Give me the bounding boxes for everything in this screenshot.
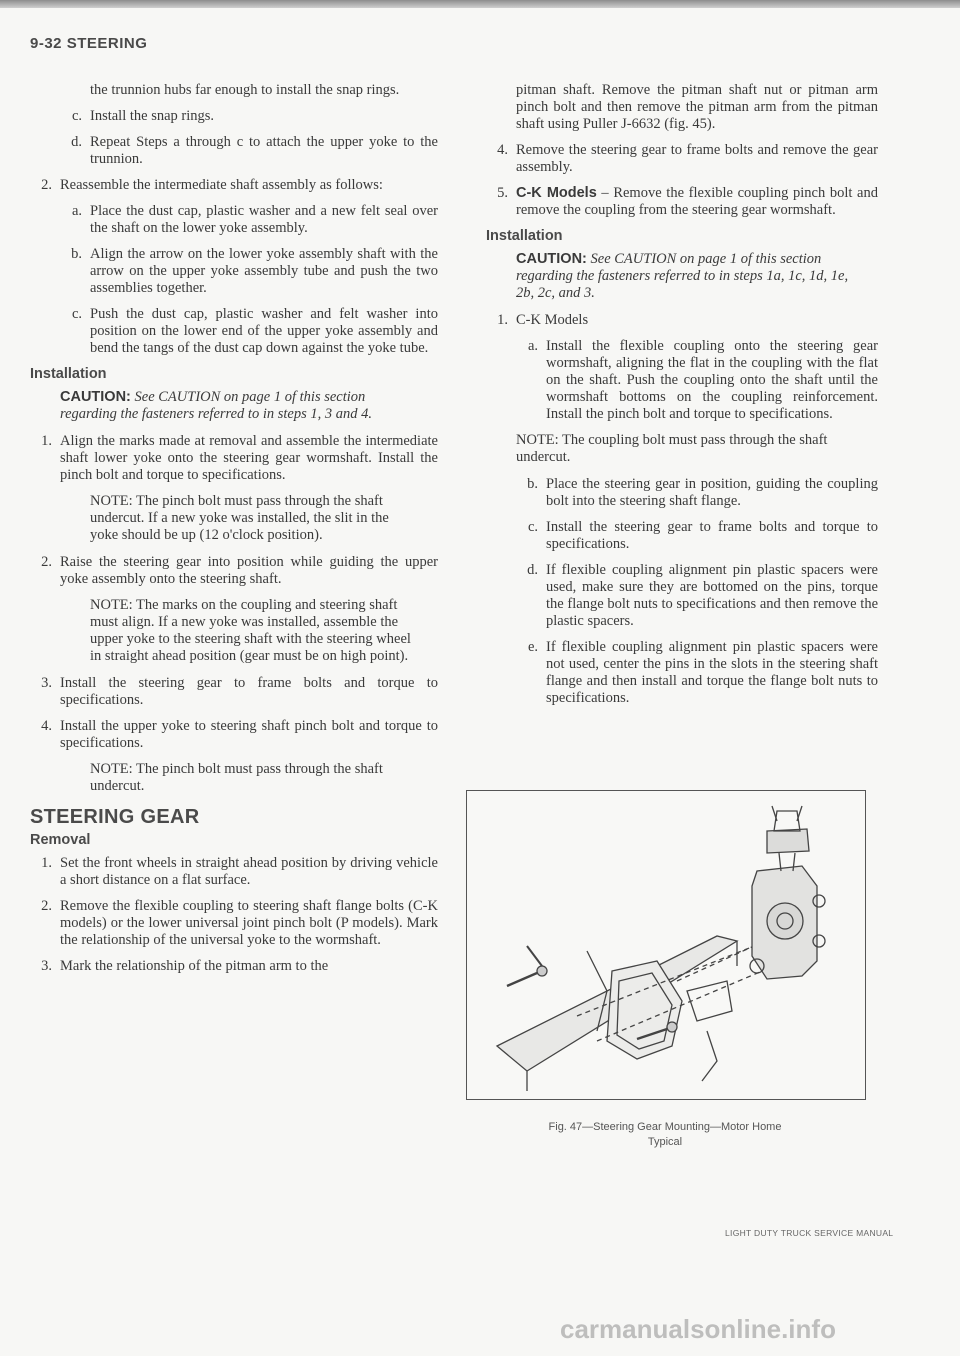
step-2a: a. Place the dust cap, plastic washer and a new felt seal over the shaft on the lower yoke assembly. — [71, 203, 438, 236]
watermark: carmanualsonline.info — [560, 1314, 836, 1344]
removal-heading: Removal — [30, 832, 91, 848]
right-column — [486, 82, 878, 716]
note: NOTE: The pinch bolt must pass through the shaft undercut. — [90, 761, 383, 794]
continued-text: pitman shaft. Remove the pitman shaft nut or pitman arm pinch bolt and then remove the pitman arm from the pitman shaft using Puller J-6632 (fig. 45). — [516, 82, 878, 132]
installation-heading: Installation — [486, 228, 563, 244]
note: NOTE: The marks on the coupling and steering shaft must align. If a new yoke was installed, assemble the upper yoke to the steering shaft with the steering wheel in straight ahead position (gear must be on high point). — [90, 597, 411, 664]
install-step-4: 4. Install the upper yoke to steering shaft pinch bolt and torque to specifications. — [41, 718, 438, 751]
figure-caption — [466, 1120, 864, 1150]
steering-gear-illustration — [466, 790, 866, 1100]
caption-line: Typical — [647, 1136, 683, 1148]
continued-text: the trunnion hubs far enough to install the snap rings. — [90, 82, 400, 98]
removal-step-5: 5. C-K Models – Remove the flexible coupling pinch bolt and remove the coupling from the steering gear wormshaft. — [497, 185, 878, 218]
install-step-1e: e. If flexible coupling alignment pin plastic spacers were not used, center the pins in the slots in the steering shaft flange and then install and torque the flange bolt nuts to specifications. — [527, 639, 878, 706]
step-2c: c. Push the dust cap, plastic washer and felt washer into position on the lower end of the upper yoke assembly and bend the tangs of the dust cap down against the yoke tube. — [71, 306, 438, 356]
removal-step-2: 2. Remove the flexible coupling to steering shaft flange bolts (C-K models) or the lower universal joint pinch bolt (P models). Mark the relationship of the universal yoke to the wormshaft. — [41, 898, 438, 948]
install-step-1: 1. Align the marks made at removal and assemble the intermediate shaft lower yoke onto the steering gear wormshaft. Install the pinch bolt and torque to specifications. — [41, 433, 438, 483]
removal-step-4: 4. Remove the steering gear to frame bolts and remove the gear assembly. — [497, 142, 878, 175]
install-step-1b: b. Place the steering gear in position, guiding the coupling bolt into the steering shaft flange. — [527, 476, 878, 509]
left-column — [30, 82, 438, 984]
installation-heading: Installation — [30, 366, 107, 382]
caution-note: CAUTION: See CAUTION on page 1 of this section regarding the fasteners referred to in steps 1a, 1c, 1d, 1e, 2b, 2c, and 3. — [516, 251, 849, 301]
removal-step-1: 1. Set the front wheels in straight ahead position by driving vehicle a short distance on a flat surface. — [41, 855, 438, 888]
removal-step-3: 3. Mark the relationship of the pitman arm to the — [41, 958, 329, 974]
install-step-2: 2. Raise the steering gear into position while guiding the upper yoke assembly onto the steering shaft. — [41, 554, 438, 587]
step-2b: b. Align the arrow on the lower yoke assembly shaft with the arrow on the upper yoke assembly tube and push the two assemblies together. — [71, 246, 438, 296]
install-step-1d: d. If flexible coupling alignment pin plastic spacers were used, make sure they are bottomed on the pins, torque the flange bolt nuts to specifications and then remove the plastic spacers. — [527, 562, 878, 629]
step-2: 2. Reassemble the intermediate shaft assembly as follows: — [41, 177, 383, 193]
caution-note: CAUTION: See CAUTION on page 1 of this section regarding the fasteners referred to in steps 1, 3 and 4. — [60, 389, 372, 422]
top-rule — [0, 0, 960, 8]
step-1c: c. Install the snap rings. — [71, 108, 215, 124]
step-1d: d. Repeat Steps a through c to attach the upper yoke to the trunnion. — [71, 134, 438, 167]
install-step-1: 1. C-K Models — [497, 312, 589, 328]
note: NOTE: The coupling bolt must pass through the shaft undercut. — [516, 432, 828, 465]
page-header: 9-32 STEERING — [30, 35, 148, 52]
caption-line: Fig. 47—Steering Gear Mounting—Motor Home — [548, 1121, 782, 1133]
page-footer: LIGHT DUTY TRUCK SERVICE MANUAL — [725, 1228, 894, 1238]
section-title: STEERING GEAR — [30, 806, 200, 828]
note: NOTE: The pinch bolt must pass through the shaft undercut. If a new yoke was installed, the slit in the yoke should be up (12 o'clock position). — [90, 493, 389, 543]
steering-gear-drawing — [467, 791, 865, 1099]
install-step-3: 3. Install the steering gear to frame bolts and torque to specifications. — [41, 675, 438, 708]
install-step-1a: a. Install the flexible coupling onto the steering gear wormshaft, aligning the flat in the coupling with the flat on the shaft. Push the coupling onto the shaft until the wormshaft bottoms on the coupling reinforcement. Install the pinch bolt and torque to specifications. — [527, 338, 878, 422]
install-step-1c: c. Install the steering gear to frame bolts and torque to specifications. — [527, 519, 878, 552]
